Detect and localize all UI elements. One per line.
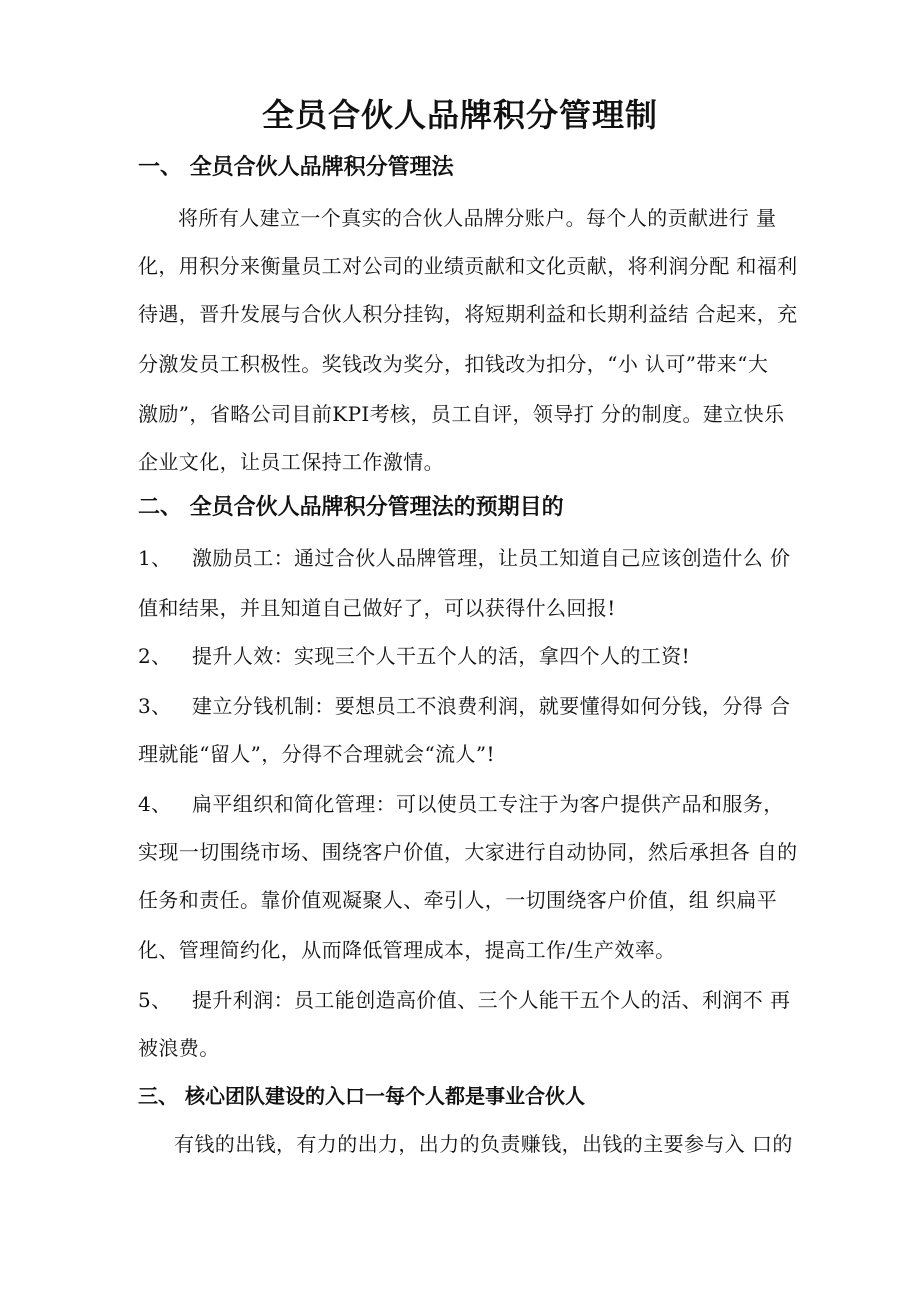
goal-item-continuation: 实现一切围绕市场、围绕客户价值，大家进行自动协同，然后承担各 自的 — [138, 840, 798, 864]
section-3-paragraph-line: 有钱的出钱，有力的出力，出力的负责赚钱，出钱的主要参与入 口的 — [174, 1132, 793, 1156]
goal-item-3 — [138, 686, 858, 726]
goal-item-text: 提升人效：实现三个人干五个人的活，拿四个人的工资! — [192, 644, 691, 668]
goal-item-number: 1、 — [138, 546, 172, 570]
section-2-heading: 二、 全员合伙人品牌积分管理法的预期目的 — [138, 495, 564, 520]
section-1-paragraph-line: 激励”，省略公司目前KPI考核，员工自评，领导打 分的制度。建立快乐 — [138, 402, 785, 426]
goal-item-4 — [138, 784, 858, 824]
goal-item-continuation: 化、管理简约化，从而降低管理成本，提高工作/生产效率。 — [138, 938, 676, 962]
goal-item-number: 2、 — [138, 644, 172, 668]
section-1-heading: 一、 全员合伙人品牌积分管理法 — [138, 155, 454, 180]
section-1-paragraph-line: 将所有人建立一个真实的合伙人品牌分账户。每个人的贡献进行 量 — [178, 206, 777, 230]
goal-item-2 — [138, 636, 858, 676]
goal-item-continuation: 任务和责任。靠价值观凝聚人、牵引人，一切围绕客户价值，组 织扁平 — [138, 888, 778, 912]
section-1-paragraph-line: 化，用积分来衡量员工对公司的业绩贡献和文化贡献，将利润分配 和福利 — [138, 254, 798, 278]
goal-item-number: 4、 — [138, 792, 172, 816]
document-title: 全员合伙人品牌积分管理制 — [261, 96, 658, 134]
goal-item-text: 扁平组织和简化管理：可以使员工专注于为客户提供产品和服务， — [192, 792, 784, 816]
goal-item-text: 提升利润：员工能创造高价值、三个人能干五个人的活、利润不 再 — [192, 988, 791, 1012]
section-1-paragraph-line: 企业文化，让员工保持工作激情。 — [138, 450, 444, 474]
goal-item-continuation: 理就能“留人”，分得不合理就会“流人”! — [138, 742, 495, 766]
section-1-paragraph-line: 待遇，晋升发展与合伙人积分挂钩，将短期利益和长期利益结 合起来，充 — [138, 302, 798, 326]
goal-item-continuation: 值和结果，并且知道自己做好了，可以获得什么回报! — [138, 596, 616, 620]
goal-item-1 — [138, 538, 858, 578]
goal-item-continuation: 被浪费。 — [138, 1036, 220, 1060]
goal-item-text: 建立分钱机制：要想员工不浪费利润，就要懂得如何分钱，分得 合 — [192, 694, 791, 718]
section-1-paragraph-line: 分激发员工积极性。奖钱改为奖分，扣钱改为扣分，“小 认可”带来“大 — [138, 352, 769, 376]
section-3-heading: 三、 核心团队建设的入口一每个人都是事业合伙人 — [138, 1084, 585, 1108]
goal-item-text: 激励员工：通过合伙人品牌管理，让员工知道自己应该创造什么 价 — [192, 546, 791, 570]
goal-item-number: 3、 — [138, 694, 172, 718]
goal-item-number: 5、 — [138, 988, 172, 1012]
goal-item-5 — [138, 980, 858, 1020]
